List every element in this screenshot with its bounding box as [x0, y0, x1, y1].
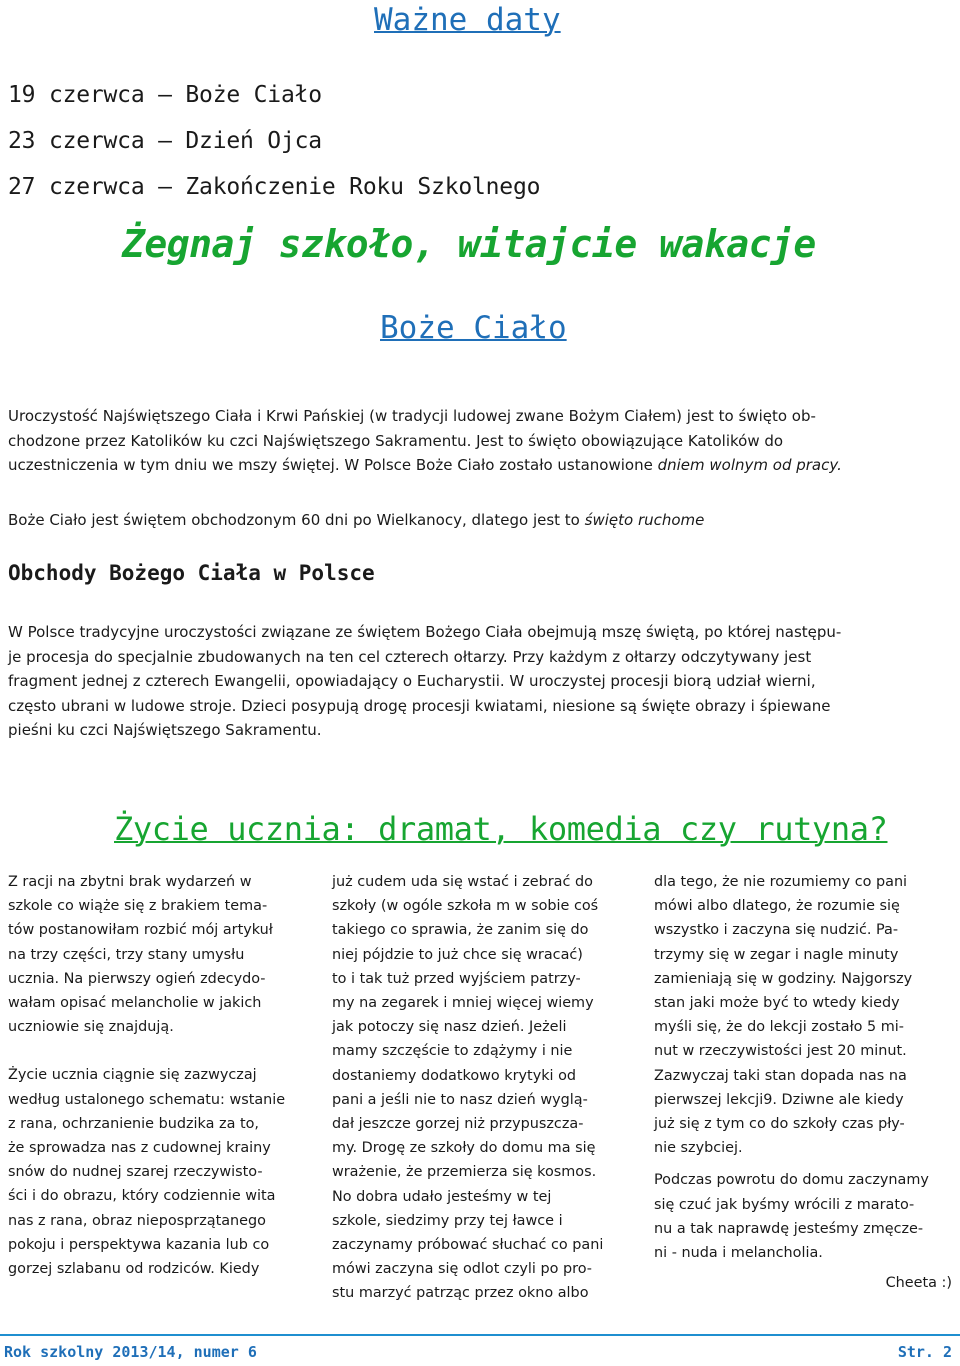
page-title: Ważne daty	[374, 2, 561, 38]
paragraph-gap	[8, 1039, 306, 1063]
paragraph-italic-text: dniem wolnym od pracy.	[657, 456, 842, 474]
column-line: stu marzyć patrząc przez okno albo	[332, 1285, 589, 1302]
column-line: to i tak tuż przed wyjściem patrzy-	[332, 970, 581, 987]
column-line: my. Drogę ze szkoły do domu ma się	[332, 1140, 596, 1157]
column-line: już się z tym co do szkoły czas pły-	[654, 1116, 905, 1133]
column-line: mówi zaczyna się odlot czyli po pro-	[332, 1261, 592, 1278]
column-line: my na zegarek i mniej więcej wiemy	[332, 995, 594, 1012]
column-line: według ustalonego schematu: wstanie	[8, 1091, 286, 1108]
column-line: Zazwyczaj taki stan dopada nas na	[654, 1067, 907, 1084]
column-line: że sprowadza nas z cudownej krainy	[8, 1140, 271, 1157]
article-column-3	[654, 870, 952, 1295]
column-line: No dobra udało jesteśmy w tej	[332, 1188, 552, 1205]
column-line: tów postanowiłam rozbić mój artykuł	[8, 922, 273, 939]
column-line: jak potoczy się nasz dzień. Jeżeli	[332, 1019, 567, 1036]
paragraph-line: chodzone przez Katolików ku czci Najświętszego Sakramentu. Jest to święto obowiązujące Katolików do	[8, 431, 784, 450]
paragraph-italic-text: święto ruchome	[584, 511, 705, 529]
paragraph-text: Boże Ciało jest świętem obchodzonym 60 dni po Wielkanocy, dlatego jest to	[8, 511, 585, 529]
column-line: dostaniemy dodatkowo krytyki od	[332, 1067, 577, 1084]
column-line: nu a tak naprawdę jesteśmy zmęcze-	[654, 1220, 924, 1237]
paragraph-movable-feast	[8, 508, 952, 533]
column-line: zamieniają się w godziny. Najgorszy	[654, 970, 913, 987]
column-line: wszystko i zaczyna się nudzić. Pa-	[654, 922, 899, 939]
date-item-2: 23 czerwca – Dzień Ojca	[8, 128, 322, 154]
column-line: mamy szczęście to zdążymy i nie	[332, 1043, 573, 1060]
column-line: wrażenie, że przemierza się kosmos.	[332, 1164, 597, 1181]
column-line: myśli się, że do lekcji zostało 5 mi-	[654, 1019, 904, 1036]
author-signature: Cheeta :)	[885, 1275, 952, 1292]
column-line: dla tego, że nie rozumiemy co pani	[654, 874, 908, 890]
column-line: mówi albo dlatego, że rozumie się	[654, 898, 900, 915]
column-line: pokoju i perspektywa kazania lub co	[8, 1236, 270, 1253]
column-line: takiego co sprawia, że zanim się do	[332, 922, 589, 939]
paragraph-line	[8, 453, 952, 478]
column-line: dał jeszcze gorzej niż przypuszcza-	[332, 1116, 584, 1133]
column-line: z rana, ochrzanienie budzika za to,	[8, 1115, 259, 1132]
column-line: się czuć jak byśmy wrócili z marato-	[654, 1196, 915, 1213]
date-item-1: 19 czerwca – Boże Ciało	[8, 82, 322, 108]
column-line: niej pójdzie to już chce się wracać)	[332, 946, 583, 963]
column-line: ści i do obrazu, który codziennie wita	[8, 1188, 276, 1205]
column-line: szkole, siedzimy przy tej ławce i	[332, 1212, 563, 1229]
column-line: nas z rana, obraz nieposprzątanego	[8, 1212, 266, 1229]
paragraph-line: często ubrani w ludowe stroje. Dzieci posypują drogę procesji kwiatami, niesione są święte obrazy i śpiewane	[8, 696, 831, 715]
footer-issue-info: Rok szkolny 2013/14, numer 6	[4, 1343, 257, 1361]
paragraph-line: Uroczystość Najświętszego Ciała i Krwi Pańskiej (w tradycji ludowej zwane Bożym Ciałem) jest to święto ob-	[8, 407, 816, 425]
column-line: trzymy się w zegar i nagle minuty	[654, 946, 899, 963]
farewell-heading: Żegnaj szkoło, witajcie wakacje	[122, 222, 816, 266]
paragraph-line: fragment jednej z czterech Ewangelii, opowiadający o Eucharystii. W uroczystej procesji biorą udział wierni,	[8, 672, 816, 690]
column-line: już cudem uda się wstać i zebrać do	[332, 874, 593, 890]
article-column-1	[8, 870, 306, 1281]
paragraph-gap	[654, 1160, 952, 1168]
paragraph-obchody	[8, 620, 952, 743]
column-line: Z racji na zbytni brak wydarzeń w	[8, 874, 252, 890]
section-heading-obchody: Obchody Bożego Ciała w Polsce	[8, 561, 375, 585]
column-line: Podczas powrotu do domu zaczynamy	[654, 1172, 929, 1189]
column-line: zaczynamy próbować słuchać co pani	[332, 1237, 604, 1254]
date-item-3: 27 czerwca – Zakończenie Roku Szkolnego	[8, 174, 541, 200]
footer-page-number: Str. 2	[897, 1343, 952, 1361]
column-line: pierwszej lekcji9. Dziwne ale kiedy	[654, 1091, 904, 1108]
column-line: uczniowie się znajdują.	[8, 1019, 174, 1036]
column-line: szkole co wiąże się z brakiem tema-	[8, 898, 268, 915]
column-line: nie szybciej.	[654, 1140, 743, 1157]
column-line: Życie ucznia ciągnie się zazwyczaj	[8, 1067, 257, 1084]
footer-divider	[0, 1334, 960, 1336]
paragraph-line: je procesja do specjalnie zbudowanych na ten cel czterech ołtarzy. Przy każdym z ołtarzy odczytywany jest	[8, 647, 812, 666]
column-line: ucznia. Na pierwszy ogień zdecydo-	[8, 970, 266, 987]
section-heading-boze-cialo: Boże Ciało	[380, 310, 567, 346]
column-line: szkoły (w ogóle szkoła m w sobie coś	[332, 898, 599, 915]
column-line: gorzej szlabanu od rodziców. Kiedy	[8, 1261, 260, 1278]
paragraph-line: pieśni ku czci Najświętszego Sakramentu.	[8, 721, 322, 739]
paragraph-line: W Polsce tradycyjne uroczystości związane ze świętem Bożego Ciała obejmują mszę świętą, po której następu-	[8, 623, 842, 641]
column-line: na trzy części, trzy stany umysłu	[8, 946, 245, 963]
column-line: snów do nudnej szarej rzeczywisto-	[8, 1164, 263, 1181]
column-line: stan jaki może być to wtedy kiedy	[654, 995, 900, 1012]
column-line: wałam opisać melancholie w jakich	[8, 995, 262, 1012]
article-column-2	[332, 870, 632, 1306]
paragraph-text: uczestniczenia w tym dniu we mszy świętej. W Polsce Boże Ciało zostało ustanowione	[8, 456, 658, 474]
column-line: nut w rzeczywistości jest 20 minut.	[654, 1043, 907, 1060]
column-line: ni - nuda i melancholia.	[654, 1245, 823, 1262]
paragraph-intro	[8, 404, 952, 478]
section-heading-zycie-ucznia: Życie ucznia: dramat, komedia czy rutyna?	[114, 810, 888, 848]
column-line: pani a jeśli nie to nasz dzień wyglą-	[332, 1091, 588, 1108]
